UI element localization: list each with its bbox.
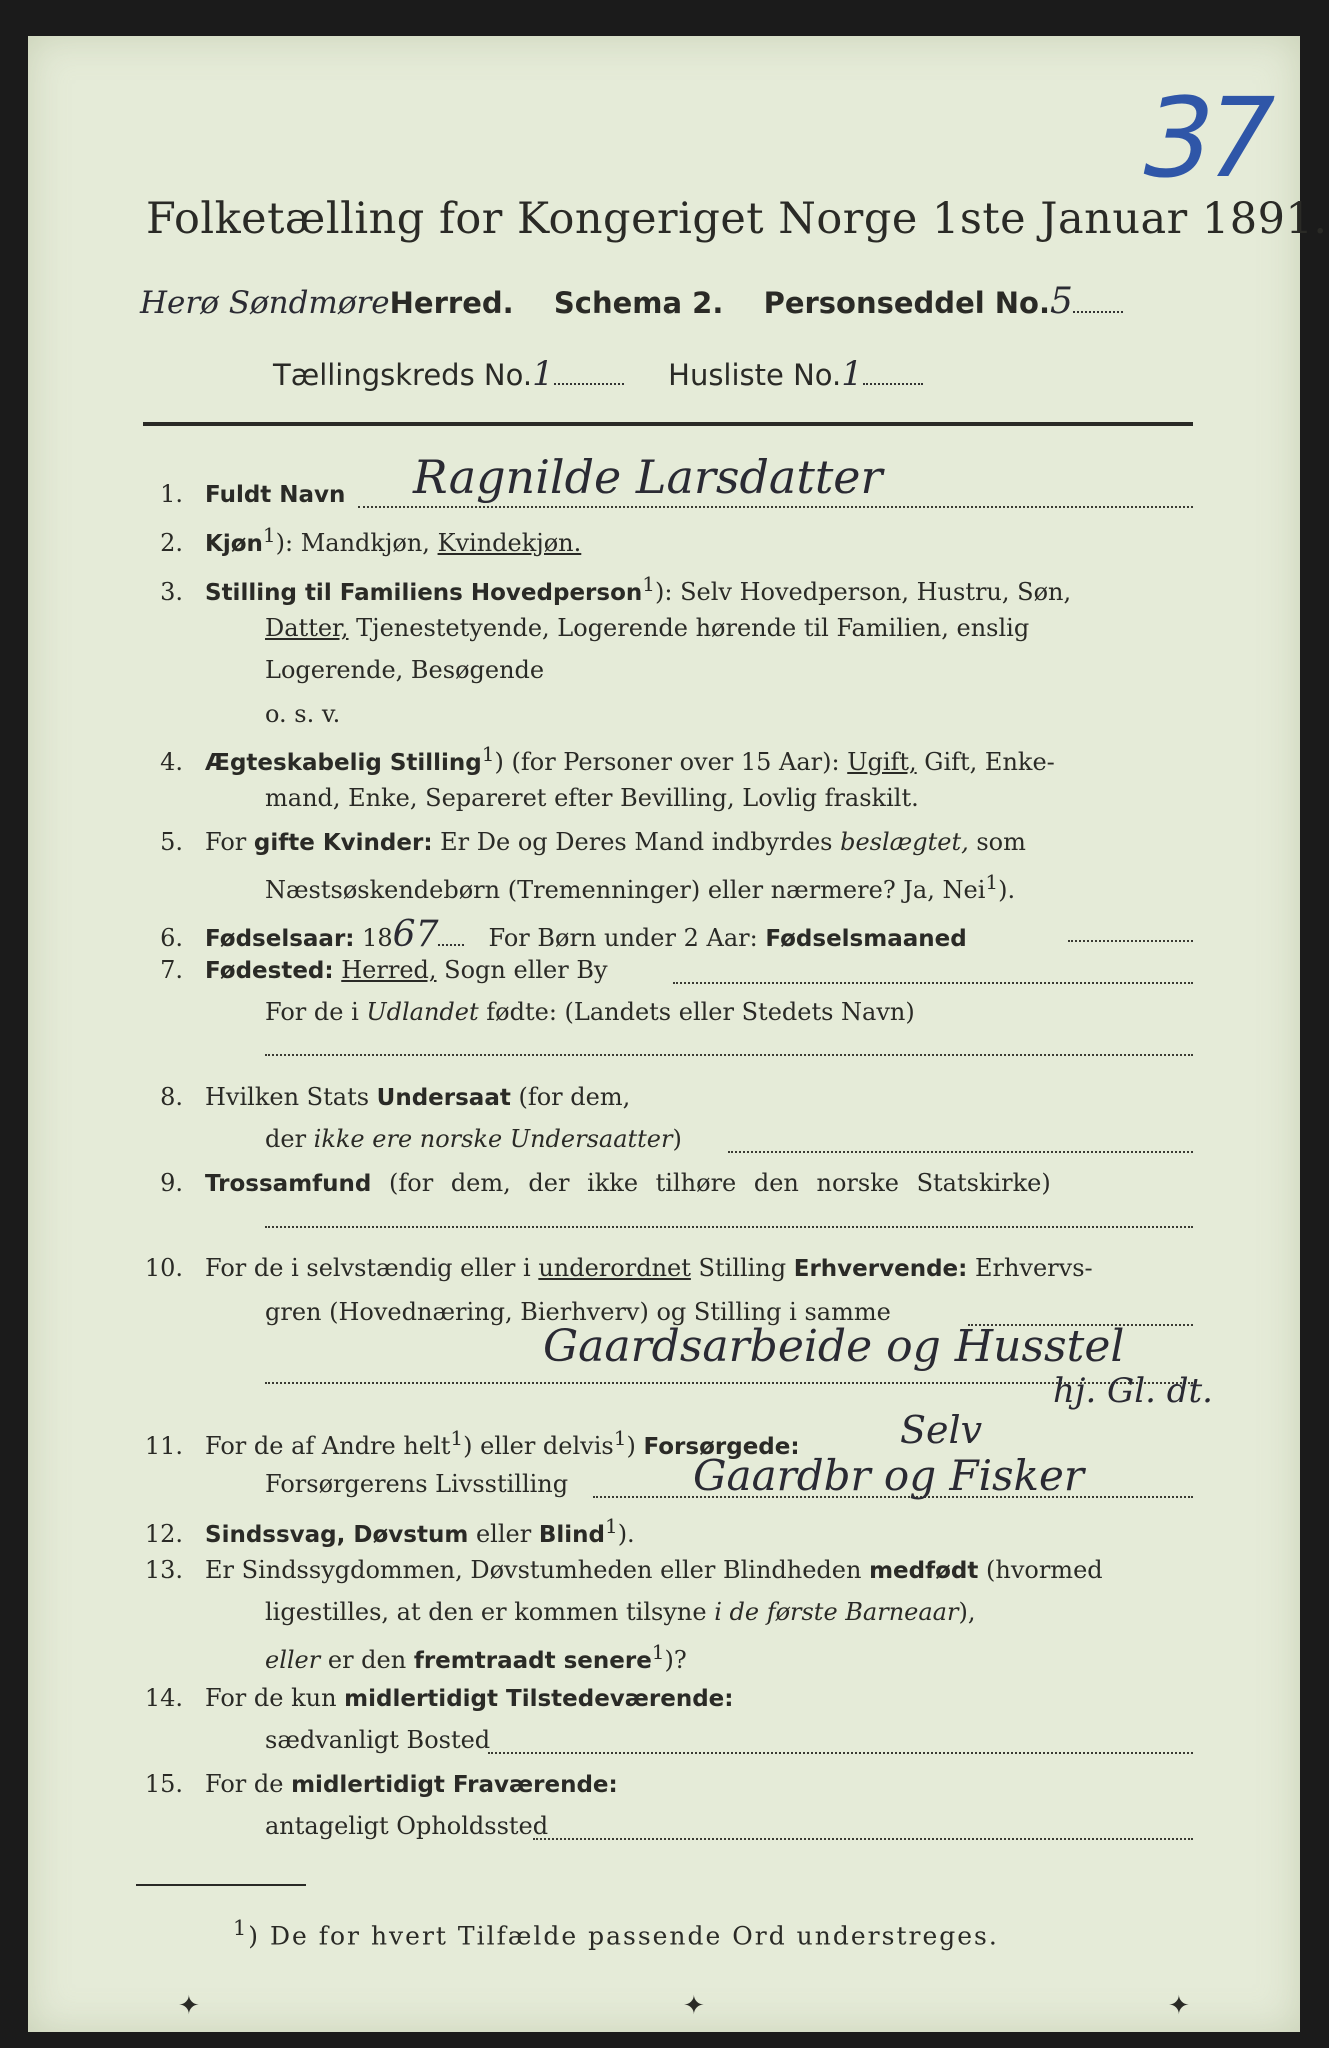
fill-line bbox=[728, 1151, 1193, 1153]
item-8-line-2 bbox=[265, 1125, 1275, 1153]
item-13-line-3 bbox=[265, 1640, 1275, 1674]
item-number: 15. bbox=[144, 1770, 183, 1798]
field-text: Næstsøskendebørn (Tremenninger) eller nærmere? Ja, Nei bbox=[265, 876, 986, 904]
item-number: 14. bbox=[144, 1684, 183, 1712]
folio-number: 37 bbox=[1129, 74, 1281, 202]
item-14-line-2: sædvanligt Bosted bbox=[265, 1726, 491, 1754]
fill-line bbox=[673, 982, 1193, 984]
field-text: (hvormed bbox=[978, 1556, 1103, 1584]
field-text-italic: Udlandet bbox=[366, 998, 479, 1026]
item-15 bbox=[133, 1770, 1213, 1798]
field-text: For Børn under 2 Aar: bbox=[488, 924, 766, 952]
item-7-line-2 bbox=[265, 998, 1275, 1026]
field-label: fremtraadt senere bbox=[413, 1648, 652, 1674]
item-13-line-2 bbox=[265, 1598, 1275, 1626]
item-number: 9. bbox=[160, 1169, 183, 1197]
field-label: Fuldt Navn bbox=[205, 482, 346, 508]
husliste-number: 1 bbox=[841, 354, 863, 394]
field-label: Undersaat bbox=[376, 1085, 511, 1111]
field-label: Kjøn bbox=[205, 531, 263, 557]
field-text: ), bbox=[958, 1598, 976, 1626]
registration-mark-center: ✦ bbox=[683, 1991, 705, 2021]
fill-line bbox=[358, 506, 1193, 508]
field-text: For bbox=[205, 828, 254, 856]
item-5 bbox=[133, 828, 1213, 856]
item-number: 7. bbox=[160, 956, 183, 984]
personseddel-label: Personseddel No. bbox=[763, 286, 1050, 320]
field-text-italic: ikke ere norske Undersaatter bbox=[313, 1125, 673, 1153]
field-text: For de i selvstændig eller i bbox=[205, 1254, 539, 1282]
item-number: 1. bbox=[160, 480, 183, 508]
field-label: Sindssvag, Døvstum bbox=[205, 1522, 469, 1548]
field-text: er den bbox=[320, 1646, 414, 1674]
herred-label: Herred. bbox=[389, 286, 514, 320]
field-text-italic: beslægtet, bbox=[840, 828, 969, 856]
selected-option: Herred, bbox=[341, 956, 437, 984]
item-number: 12. bbox=[144, 1520, 183, 1548]
birth-year-handwritten: 67 bbox=[392, 914, 439, 955]
kreds-line bbox=[273, 354, 1073, 394]
field-text: ). bbox=[998, 876, 1016, 904]
field-text: Stilling bbox=[690, 1254, 794, 1282]
footnote-ref: 1 bbox=[985, 870, 999, 894]
item-number: 4. bbox=[160, 748, 183, 776]
field-label: Ægteskabelig Stilling bbox=[205, 750, 482, 776]
field-label: Forsørgede: bbox=[643, 1434, 800, 1460]
footnote-ref: 1 bbox=[233, 1916, 249, 1940]
occupation-handwritten: Gaardsarbeide og Husstel bbox=[543, 1321, 1125, 1372]
field-text: eller bbox=[468, 1520, 539, 1548]
field-text-italic: i de første Barneaar bbox=[714, 1598, 959, 1626]
footnote-ref: 1 bbox=[651, 1640, 665, 1664]
field-text: ) bbox=[626, 1432, 644, 1460]
name-handwritten: Ragnilde Larsdatter bbox=[413, 450, 883, 504]
form-title: Folketælling for Kongeriget Norge 1ste Januar 1891. bbox=[146, 194, 1328, 244]
footnote bbox=[233, 1916, 999, 1950]
item-3-line-2 bbox=[265, 614, 1275, 642]
fill-line bbox=[1068, 940, 1193, 942]
field-label: medfødt bbox=[869, 1558, 979, 1584]
item-number: 8. bbox=[160, 1083, 183, 1111]
field-text: ). bbox=[617, 1520, 635, 1548]
footnote-rule bbox=[136, 1884, 306, 1886]
census-form-page bbox=[28, 36, 1328, 2032]
fill-line bbox=[488, 1752, 1193, 1754]
header-rule bbox=[143, 422, 1193, 426]
item-number: 6. bbox=[160, 924, 183, 952]
selected-option: Kvindekjøn. bbox=[437, 529, 582, 557]
item-10 bbox=[133, 1254, 1213, 1282]
field-text: fødte: (Landets eller Stedets Navn) bbox=[478, 998, 915, 1026]
herred-name-handwritten: Herø Søndmøre bbox=[140, 285, 390, 321]
option-text: ): Selv Hovedperson, Hustru, Søn, bbox=[655, 578, 1072, 606]
field-label: Fødselsaar: bbox=[205, 926, 355, 952]
option-text: ): Mandkjøn, bbox=[275, 529, 438, 557]
footnote-ref: 1 bbox=[262, 523, 276, 547]
item-13 bbox=[133, 1556, 1213, 1584]
item-8 bbox=[133, 1083, 1213, 1111]
field-label: Fødselsmaaned bbox=[765, 926, 967, 952]
form-header-line bbox=[140, 281, 1200, 322]
field-text: For de kun bbox=[205, 1684, 345, 1712]
item-number: 10. bbox=[144, 1254, 183, 1282]
printed-year-prefix: 18 bbox=[354, 924, 393, 952]
item-15-line-2: antageligt Opholdssted bbox=[265, 1812, 549, 1840]
field-text: Sogn eller By bbox=[436, 956, 608, 984]
field-text: ligestilles, at den er kommen tilsyne bbox=[265, 1598, 715, 1626]
field-text: For de i bbox=[265, 998, 367, 1026]
field-text: )? bbox=[664, 1646, 687, 1674]
field-text: ) eller delvis bbox=[463, 1432, 614, 1460]
fill-line bbox=[265, 1226, 1193, 1228]
field-text: Er De og Deres Mand indbyrdes bbox=[432, 828, 841, 856]
personseddel-number: 5 bbox=[1049, 281, 1073, 322]
field-text: som bbox=[968, 828, 1026, 856]
item-number: 2. bbox=[160, 529, 183, 557]
field-text: ) bbox=[672, 1125, 682, 1153]
registration-mark-right: ✦ bbox=[1168, 1991, 1190, 2021]
field-label: midlertidigt Fraværende: bbox=[291, 1772, 618, 1798]
field-label: midlertidigt Tilstedeværende: bbox=[344, 1686, 734, 1712]
field-label: gifte Kvinder: bbox=[253, 830, 433, 856]
footnote-ref: 1 bbox=[481, 742, 495, 766]
option-text: Gift, Enke- bbox=[916, 748, 1055, 776]
item-number: 11. bbox=[144, 1432, 183, 1460]
occupation-handwritten-note: hj. Gl. dt. bbox=[1053, 1371, 1213, 1411]
item-12 bbox=[133, 1514, 1213, 1548]
field-text: (for dem, der ikke tilhøre den norske Statskirke) bbox=[371, 1169, 1051, 1197]
field-text: Er Sindssygdommen, Døvstumheden eller Blindheden bbox=[205, 1556, 870, 1584]
husliste-label: Husliste No. bbox=[668, 358, 842, 392]
field-text: Hvilken Stats bbox=[205, 1083, 377, 1111]
item-4-line-2: mand, Enke, Separeret efter Bevilling, Lovlig fraskilt. bbox=[265, 784, 919, 812]
item-6 bbox=[133, 914, 1213, 955]
item-number: 13. bbox=[144, 1556, 183, 1584]
field-text-italic: eller bbox=[265, 1646, 321, 1674]
selected-option: Ugift, bbox=[847, 748, 917, 776]
footnote-text: ) De for hvert Tilfælde passende Ord understreges. bbox=[248, 1921, 999, 1951]
supporter-occupation-handwritten: Gaardbr og Fisker bbox=[693, 1451, 1084, 1500]
option-text: Tjenestetyende, Logerende hørende til Familien, enslig bbox=[348, 614, 1030, 642]
field-text: Erhvervs- bbox=[967, 1254, 1093, 1282]
footnote-ref: 1 bbox=[613, 1426, 627, 1450]
field-label: Trossamfund bbox=[205, 1171, 372, 1197]
field-label: Erhvervende: bbox=[793, 1256, 968, 1282]
fill-line bbox=[533, 1838, 1193, 1840]
footnote-ref: 1 bbox=[604, 1514, 618, 1538]
item-10-line-2: gren (Hovednæring, Bierhverv) og Stilling i samme bbox=[265, 1298, 891, 1326]
field-label: Blind bbox=[538, 1522, 605, 1548]
field-text: For de bbox=[205, 1770, 292, 1798]
field-text: (for dem, bbox=[510, 1083, 631, 1111]
footnote-ref: 1 bbox=[642, 572, 655, 596]
item-3 bbox=[133, 572, 1213, 606]
field-label: Stilling til Familiens Hovedperson bbox=[205, 580, 643, 606]
registration-mark-left: ✦ bbox=[178, 1991, 200, 2021]
kreds-label: Tællingskreds No. bbox=[273, 358, 533, 392]
item-11-line-2: Forsørgerens Livsstilling bbox=[265, 1470, 569, 1498]
kreds-number: 1 bbox=[532, 354, 554, 394]
item-3-line-3: Logerende, Besøgende bbox=[265, 656, 545, 684]
selected-option: underordnet bbox=[538, 1254, 691, 1282]
item-4 bbox=[133, 742, 1213, 776]
footnote-ref: 1 bbox=[450, 1426, 464, 1450]
schema-label: Schema 2. bbox=[553, 286, 724, 320]
option-text: ) (for Personer over 15 Aar): bbox=[494, 748, 848, 776]
field-label: Fødested: bbox=[205, 958, 334, 984]
item-5-line-2 bbox=[265, 870, 1275, 904]
item-number: 3. bbox=[160, 578, 183, 606]
item-number: 5. bbox=[160, 828, 183, 856]
field-text: For de af Andre helt bbox=[205, 1432, 451, 1460]
item-14 bbox=[133, 1684, 1213, 1712]
item-9 bbox=[133, 1169, 1213, 1197]
selected-option: Datter, bbox=[265, 614, 349, 642]
item-3-line-4: o. s. v. bbox=[265, 700, 341, 728]
support-handwritten: Selv bbox=[900, 1408, 983, 1452]
fill-line bbox=[265, 1054, 1193, 1056]
field-text: der bbox=[265, 1125, 314, 1153]
item-2 bbox=[133, 523, 1213, 557]
item-7 bbox=[133, 956, 1213, 984]
